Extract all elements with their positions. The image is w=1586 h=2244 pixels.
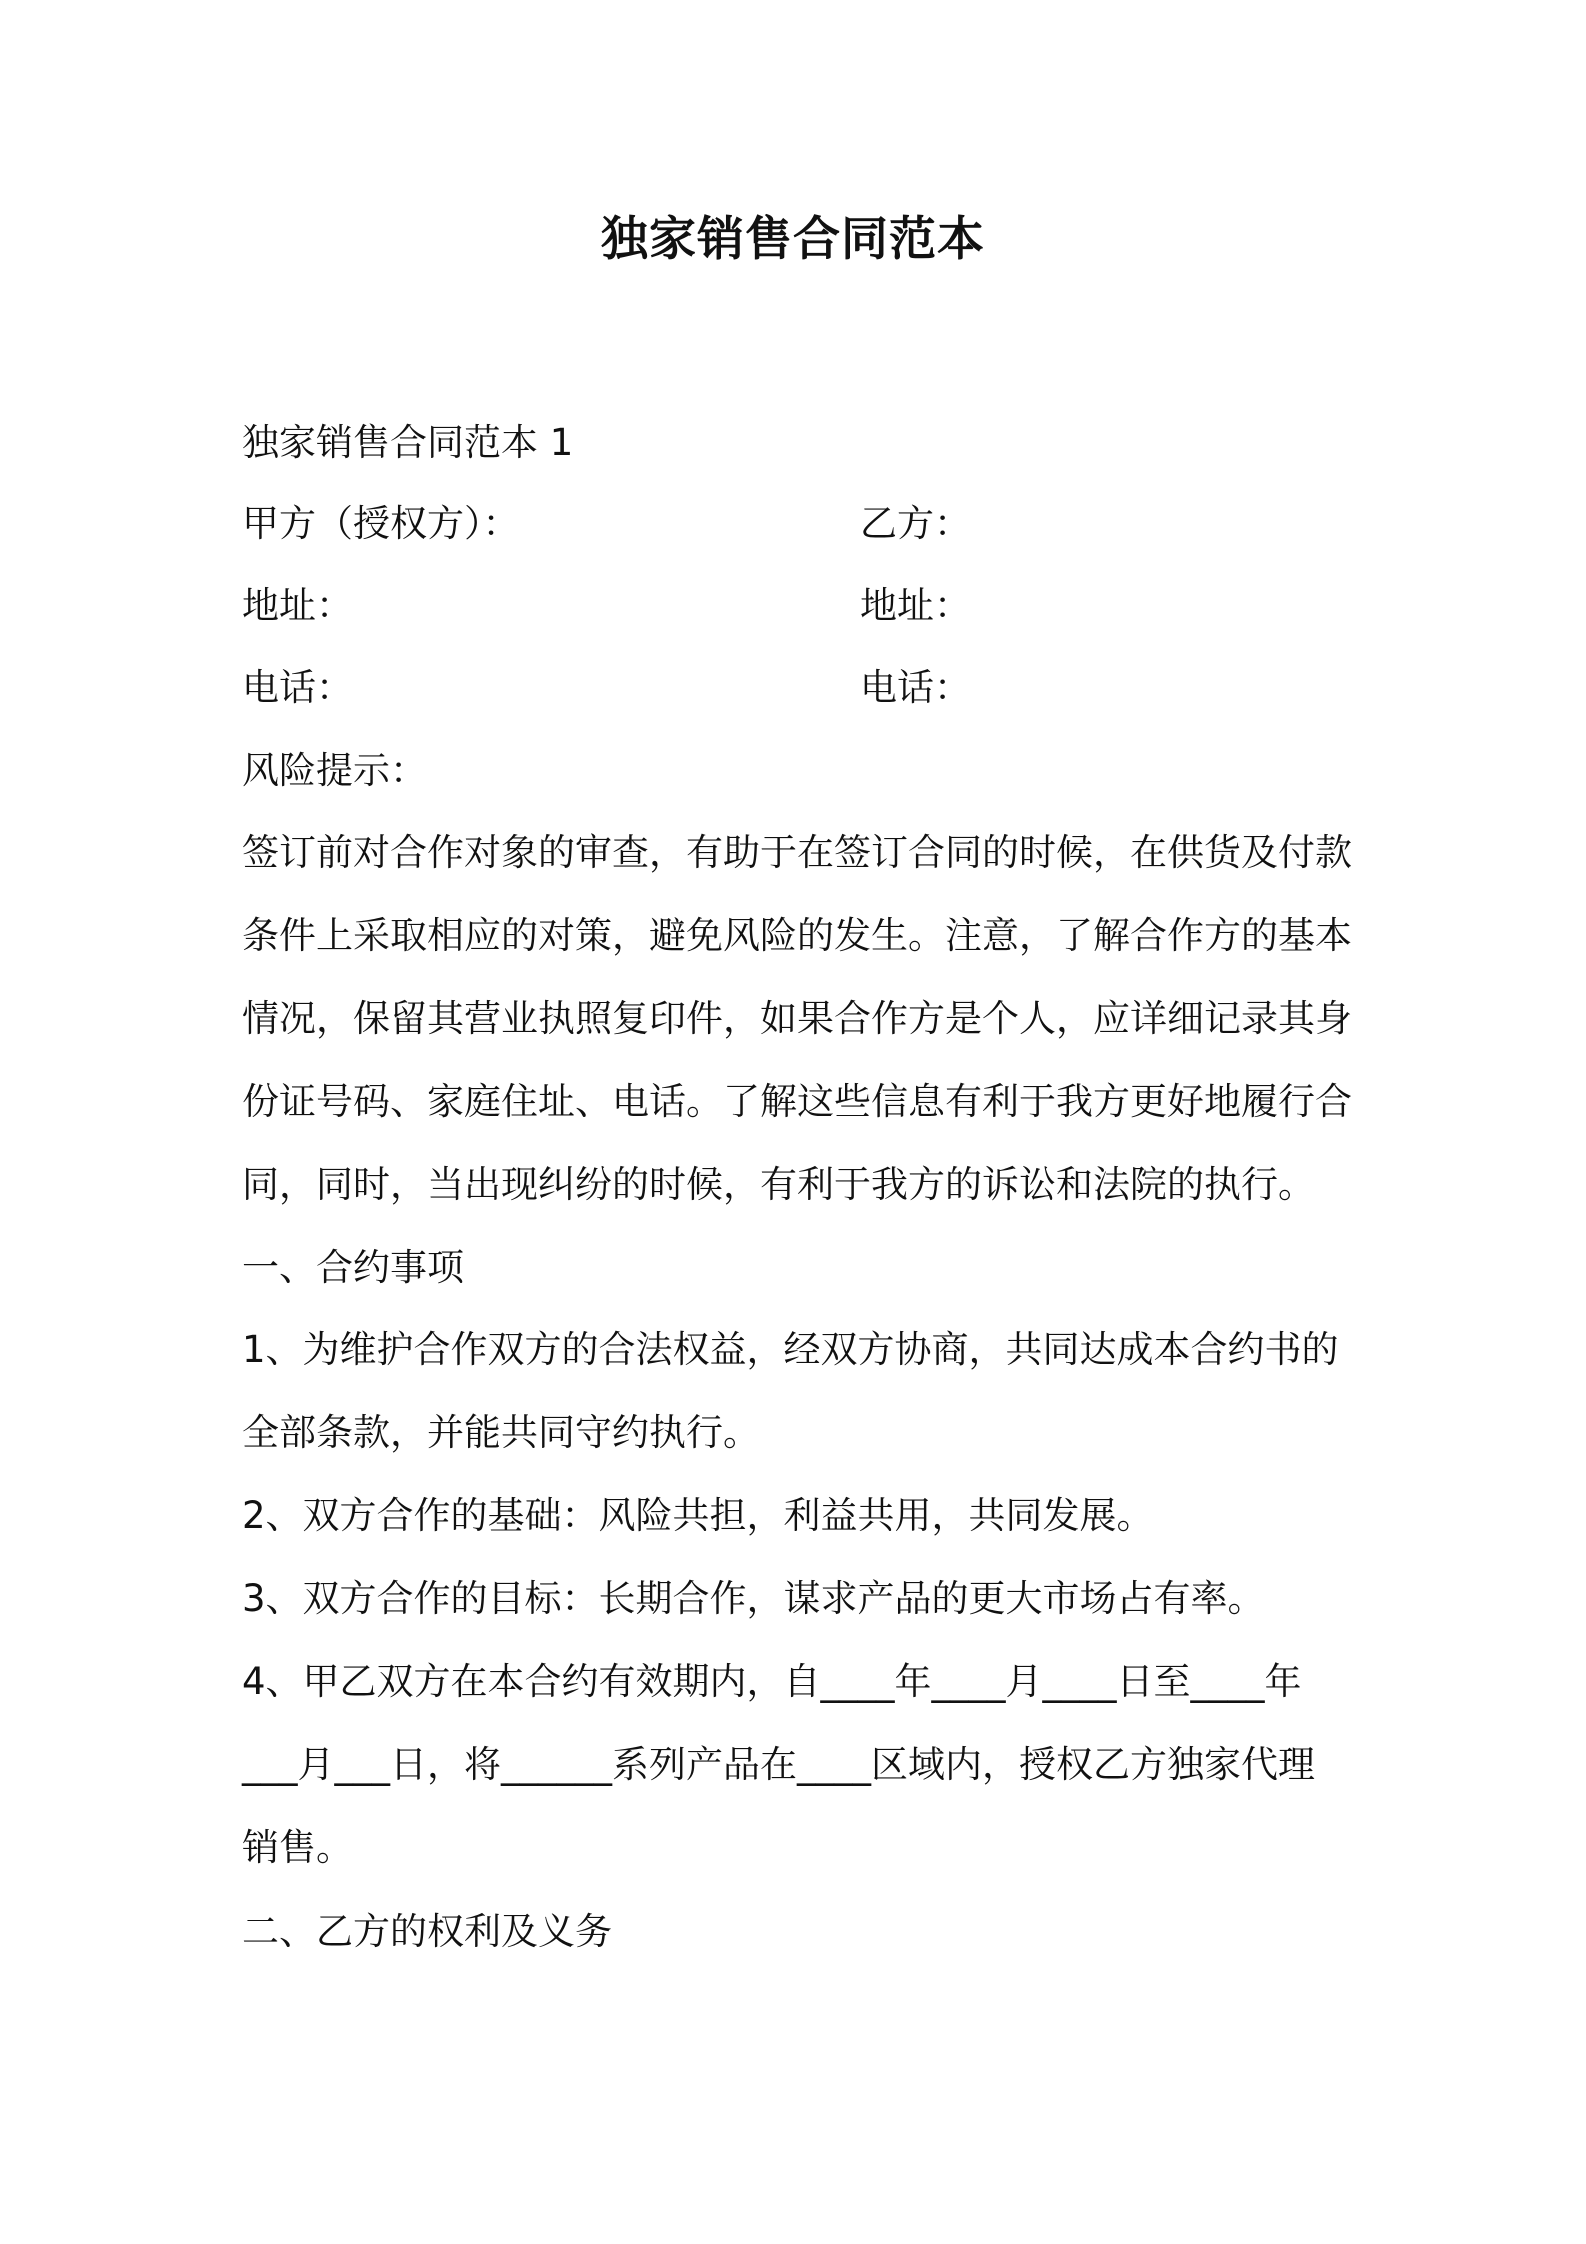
risk-heading: 风险提示： — [242, 749, 427, 792]
clause-4-line: 4、甲乙双方在本合约有效期内，自____年____月____日至____年 — [242, 1660, 1302, 1703]
address-a-label: 地址： — [242, 584, 353, 627]
section-heading-1: 一、合约事项 — [242, 1246, 464, 1289]
clause-1-line: 1、为维护合作双方的合法权益，经双方协商，共同达成本合约书的 — [242, 1328, 1339, 1371]
phone-b-label: 电话： — [860, 666, 971, 709]
phone-a-label: 电话： — [242, 666, 353, 709]
clause-3: 3、双方合作的目标：长期合作，谋求产品的更大市场占有率。 — [242, 1577, 1265, 1620]
document-title: 独家销售合同范本 — [601, 212, 985, 267]
party-a-label: 甲方（授权方）： — [242, 502, 520, 545]
clause-4-line: 销售。 — [242, 1826, 353, 1869]
risk-paragraph-line: 签订前对合作对象的审查，有助于在签订合同的时候，在供货及付款 — [242, 831, 1352, 874]
risk-paragraph-line: 情况，保留其营业执照复印件，如果合作方是个人，应详细记录其身 — [242, 997, 1352, 1040]
party-b-label: 乙方： — [860, 502, 971, 545]
section-heading-2: 二、乙方的权利及义务 — [242, 1910, 612, 1953]
risk-paragraph-line: 份证号码、家庭住址、电话。了解这些信息有利于我方更好地履行合 — [242, 1080, 1352, 1123]
risk-paragraph-line: 条件上采取相应的对策，避免风险的发生。注意，了解合作方的基本 — [242, 914, 1352, 957]
clause-1-line: 全部条款，并能共同守约执行。 — [242, 1411, 760, 1454]
risk-paragraph-line: 同，同时，当出现纠纷的时候，有利于我方的诉讼和法院的执行。 — [242, 1163, 1315, 1206]
clause-2: 2、双方合作的基础：风险共担，利益共用，共同发展。 — [242, 1494, 1154, 1537]
contract-subtitle: 独家销售合同范本 1 — [242, 421, 574, 464]
clause-4-line: ___月___日，将______系列产品在____区域内，授权乙方独家代理 — [242, 1743, 1315, 1786]
address-b-label: 地址： — [860, 584, 971, 627]
